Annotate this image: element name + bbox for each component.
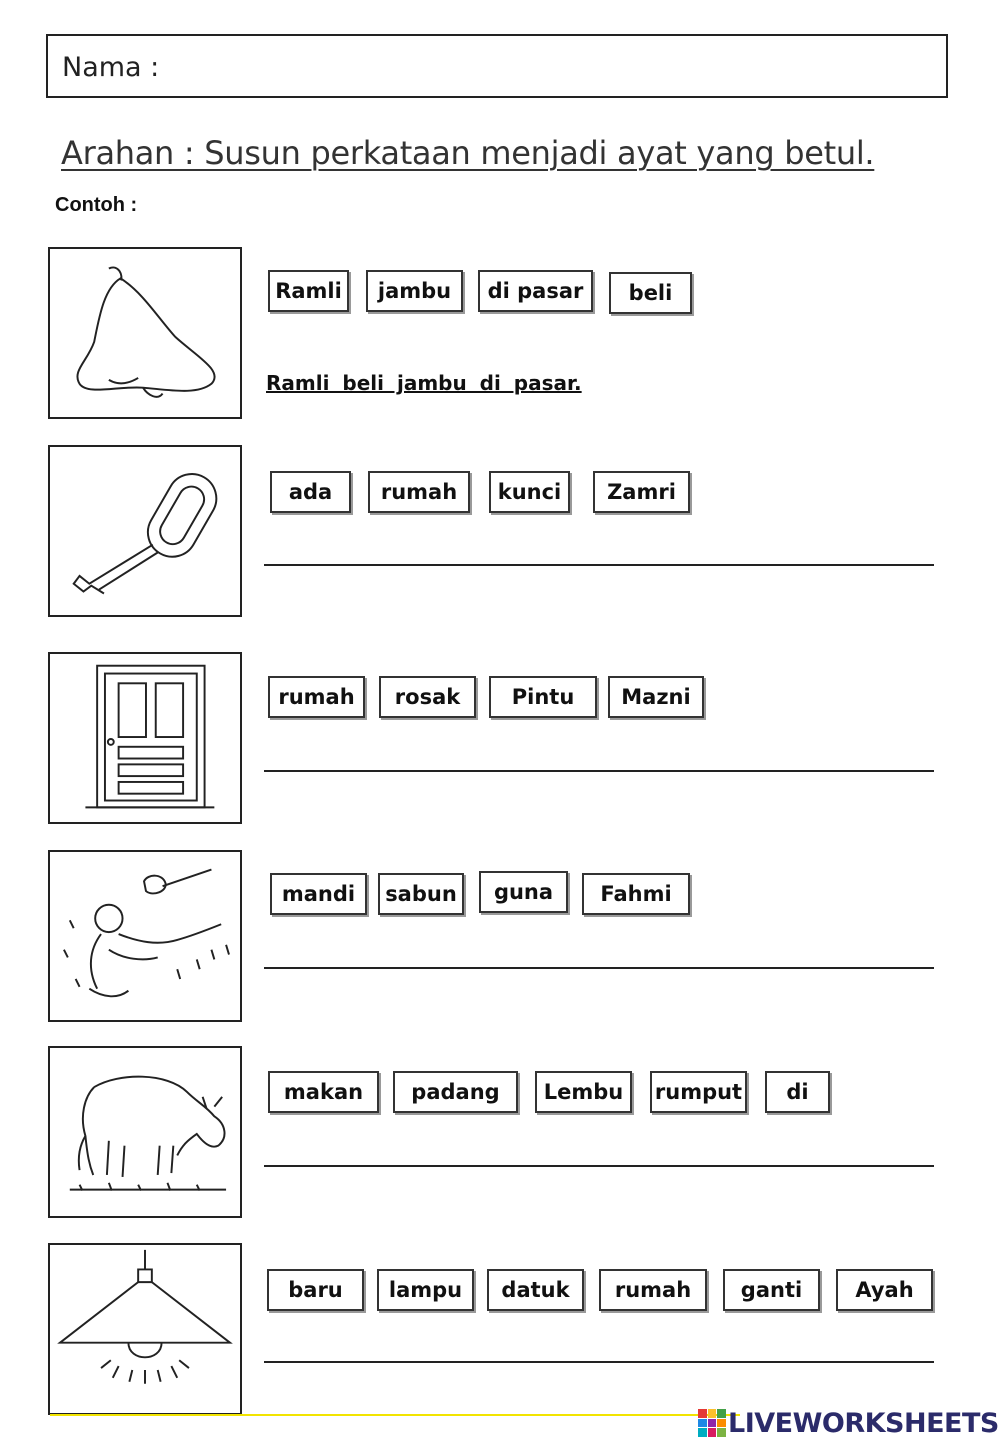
cow-picture bbox=[48, 1046, 242, 1218]
word-tile[interactable]: Zamri bbox=[593, 471, 690, 513]
logo-text: LIVEWORKSHEETS bbox=[728, 1407, 999, 1439]
word-tile[interactable]: baru bbox=[267, 1269, 364, 1311]
rose-apple-picture bbox=[48, 247, 242, 419]
instruction-text: Arahan : Susun perkataan menjadi ayat yang betul. bbox=[61, 134, 875, 172]
answer-line[interactable] bbox=[264, 1165, 934, 1167]
footer-rule bbox=[50, 1414, 740, 1416]
name-field[interactable] bbox=[46, 34, 948, 98]
door-picture bbox=[48, 652, 242, 824]
word-tile[interactable]: Fahmi bbox=[582, 873, 690, 915]
word-tile[interactable]: rosak bbox=[379, 676, 476, 718]
logo-mark-icon bbox=[698, 1409, 726, 1437]
word-tile[interactable]: jambu bbox=[366, 270, 463, 312]
lamp-picture bbox=[48, 1243, 242, 1415]
answer-line[interactable] bbox=[264, 1361, 934, 1363]
word-tile[interactable]: Lembu bbox=[535, 1071, 632, 1113]
word-tile[interactable]: lampu bbox=[377, 1269, 474, 1311]
answer-line[interactable] bbox=[264, 564, 934, 566]
word-tile[interactable]: rumah bbox=[368, 471, 470, 513]
word-tile[interactable]: Pintu bbox=[489, 676, 597, 718]
word-tile[interactable]: rumput bbox=[650, 1071, 747, 1113]
word-tile[interactable]: guna bbox=[479, 871, 568, 913]
word-tile[interactable]: Mazni bbox=[608, 676, 704, 718]
word-tile[interactable]: beli bbox=[609, 272, 692, 314]
word-tile[interactable]: ganti bbox=[723, 1269, 820, 1311]
answer-line[interactable] bbox=[264, 967, 934, 969]
word-tile[interactable]: Ramli bbox=[268, 270, 349, 312]
word-tile[interactable]: datuk bbox=[487, 1269, 584, 1311]
word-tile[interactable]: ada bbox=[270, 471, 351, 513]
key-picture bbox=[48, 445, 242, 617]
word-tile[interactable]: kunci bbox=[489, 471, 570, 513]
word-tile[interactable]: mandi bbox=[270, 873, 367, 915]
word-tile[interactable]: makan bbox=[268, 1071, 379, 1113]
example-answer: Ramli beli jambu di pasar. bbox=[266, 371, 582, 395]
word-tile[interactable]: sabun bbox=[378, 873, 464, 915]
liveworksheets-logo[interactable] bbox=[698, 1406, 999, 1440]
name-label: Nama : bbox=[62, 52, 160, 83]
word-tile[interactable]: di bbox=[765, 1071, 830, 1113]
word-tile[interactable]: di pasar bbox=[478, 270, 593, 312]
shower-picture bbox=[48, 850, 242, 1022]
answer-line[interactable] bbox=[264, 770, 934, 772]
example-label: Contoh : bbox=[55, 194, 138, 216]
word-tile[interactable]: rumah bbox=[268, 676, 365, 718]
word-tile[interactable]: rumah bbox=[599, 1269, 707, 1311]
word-tile[interactable]: Ayah bbox=[836, 1269, 933, 1311]
word-tile[interactable]: padang bbox=[393, 1071, 518, 1113]
